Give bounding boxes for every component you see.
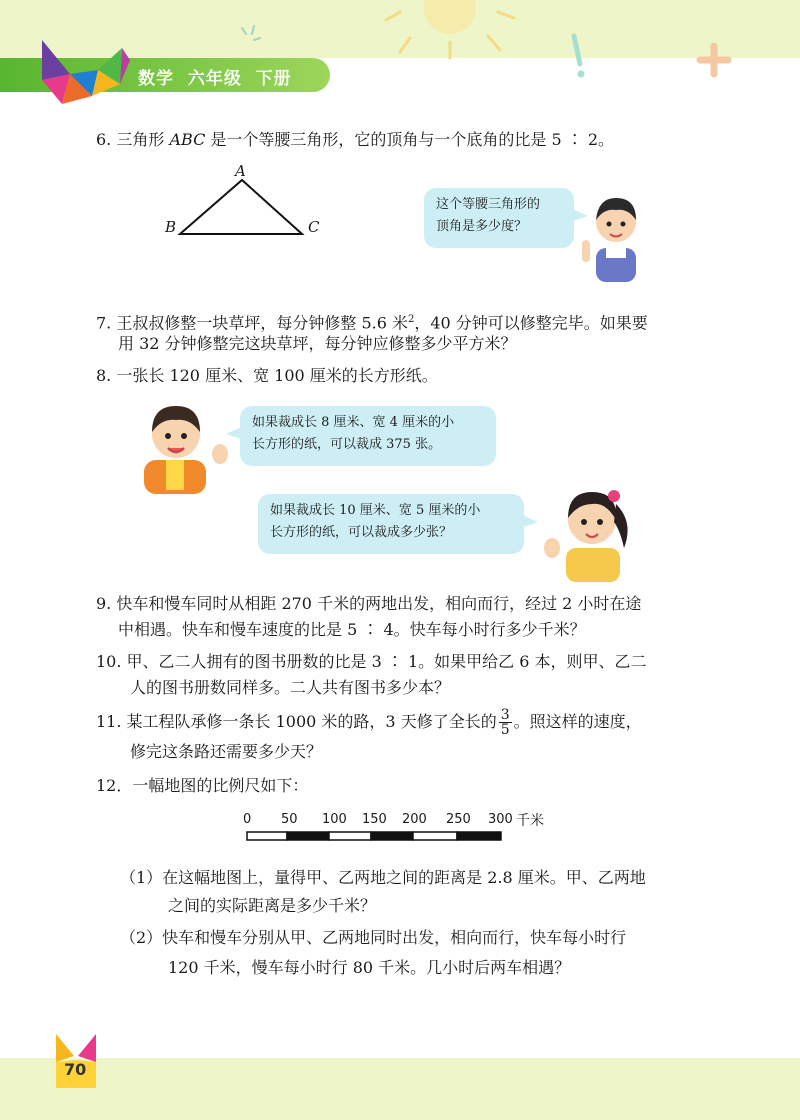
speech-bubble-q8-boy-line-1: 如果裁成长 8 厘米、宽 4 厘米的小 xyxy=(252,415,455,430)
question-11-line-1 xyxy=(96,706,642,737)
speech-bubble-q6-line-1: 这个等腰三角形的 xyxy=(436,197,541,212)
triangle-label-a: A xyxy=(235,162,246,180)
speech-bubble-q8-boy xyxy=(240,406,496,466)
question-7-text-a: 7. 王叔叔修整一块草坪，每分钟修整 5.6 米 xyxy=(96,313,408,333)
question-6 xyxy=(96,124,614,155)
boy-character-icon xyxy=(576,186,656,286)
scale-tick-300: 300 xyxy=(488,812,513,827)
speech-bubble-q8-boy-tail xyxy=(226,424,244,444)
tangram-logo-icon xyxy=(36,34,132,110)
triangle-label-b: B xyxy=(165,218,177,236)
scale-tick-0: 0 xyxy=(243,812,252,827)
page-number: 70 xyxy=(64,1060,87,1079)
question-12-sub-2-line-1: （2）快车和慢车分别从甲、乙两地同时出发，相向而行，快车每小时行 xyxy=(120,928,627,947)
question-12-sub-2-line-2: 120 千米，慢车每小时行 80 千米。几小时后两车相遇？ xyxy=(168,958,571,977)
speech-bubble-q8-boy-line-2: 长方形的纸，可以裁成 375 张。 xyxy=(252,437,442,452)
question-6-number: 6. xyxy=(96,130,112,149)
scale-tick-250: 250 xyxy=(446,812,471,827)
sparkle-icon xyxy=(236,22,266,52)
question-10-line-2: 人的图书册数同样多。二人共有图书多少本？ xyxy=(130,678,451,697)
question-6-abc: ABC xyxy=(169,130,206,149)
scale-tick-100: 100 xyxy=(322,812,347,827)
fraction-denominator: 5 xyxy=(500,722,510,738)
question-11-text-a: 11. 某工程队承修一条长 1000 米的路，3 天修了全长的 xyxy=(96,712,497,731)
fraction-numerator: 3 xyxy=(500,707,510,723)
question-6-text-b: 是一个等腰三角形，它的顶角与一个底角的比是 5 ∶ 2。 xyxy=(205,130,615,149)
question-8-line: 8. 一张长 120 厘米、宽 100 厘米的长方形纸。 xyxy=(96,366,438,385)
boy-waving-character-icon xyxy=(134,396,234,496)
speech-bubble-q6-line-2: 顶角是多少度？ xyxy=(436,219,528,234)
speech-bubble-q6 xyxy=(424,188,574,248)
question-11-text-b: 。照这样的速度， xyxy=(513,712,642,731)
scale-tick-150: 150 xyxy=(362,812,387,827)
question-6-text-a: 三角形 xyxy=(116,130,170,149)
fraction-three-fifths xyxy=(499,708,512,737)
map-scale-bar xyxy=(246,830,516,844)
girl-character-icon xyxy=(540,474,640,582)
scale-tick-200: 200 xyxy=(402,812,427,827)
question-7-superscript: 2 xyxy=(407,314,415,325)
question-12-sub-1-line-1: （1）在这幅地图上，量得甲、乙两地之间的距离是 2.8 厘米。甲、乙两地 xyxy=(120,868,646,887)
header-title: 数学 六年级 下册 xyxy=(138,69,292,89)
question-7-line-2: 用 32 分钟修整完这块草坪，每分钟应修整多少平方米？ xyxy=(118,334,517,353)
plus-icon xyxy=(694,40,734,80)
scale-unit: 千米 xyxy=(516,813,544,829)
sun-icon xyxy=(380,0,540,60)
triangle-label-c: C xyxy=(308,218,320,236)
exclamation-icon xyxy=(560,30,590,80)
speech-bubble-q8-girl-tail xyxy=(520,512,538,532)
question-11-line-2: 修完这条路还需要多少天？ xyxy=(130,742,323,761)
speech-bubble-q8-girl-line-2: 长方形的纸，可以裁成多少张？ xyxy=(270,525,453,540)
question-9-line-2: 中相遇。快车和慢车速度的比是 5 ∶ 4。快车每小时行多少千米？ xyxy=(118,620,586,639)
question-10-line-1: 10. 甲、乙二人拥有的图书册数的比是 3 ∶ 1。如果甲给乙 6 本，则甲、乙二 xyxy=(96,652,647,671)
question-12-sub-1-line-2: 之间的实际距离是多少千米？ xyxy=(168,896,377,915)
speech-bubble-q8-girl xyxy=(258,494,524,554)
speech-bubble-q8-girl-line-1: 如果裁成长 10 厘米、宽 5 厘米的小 xyxy=(270,503,481,518)
footer-band xyxy=(0,1058,800,1120)
question-12-line: 12．一幅地图的比例尺如下： xyxy=(96,776,309,795)
question-7-text-b: ，40 分钟可以修整完毕。如果要 xyxy=(414,313,648,333)
scale-tick-50: 50 xyxy=(281,812,298,827)
question-9-line-1: 9. 快车和慢车同时从相距 270 千米的两地出发，相向而行，经过 2 小时在途 xyxy=(96,594,642,613)
